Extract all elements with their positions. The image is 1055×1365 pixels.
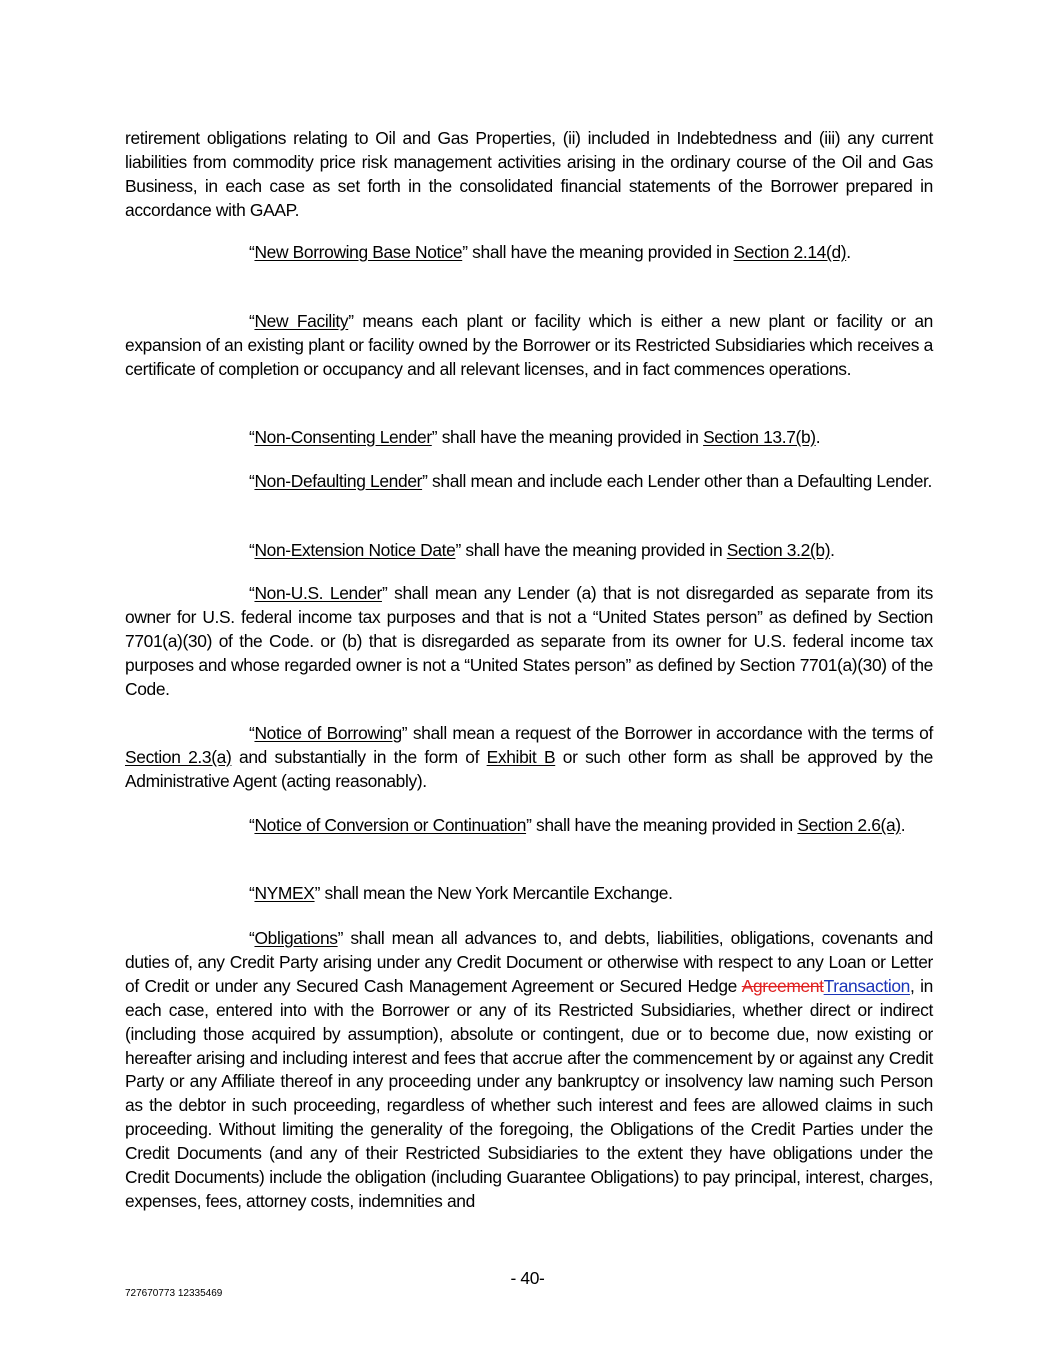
definition-notice-of-conversion <box>125 814 933 838</box>
definition-text: means each plant or facility which is either a new plant or facility or an expansion of an existing plant or facility owned by the Borrower or its Restricted Subsidiaries which receives a certificate of completion or occupancy and all relevant licenses, and in fact commences operations. <box>125 311 934 379</box>
open-quote: “ <box>249 723 255 743</box>
defined-term: Notice of Conversion or Continuation <box>254 815 527 835</box>
paragraph-retirement-obligations <box>125 127 933 223</box>
definition-text: shall mean any Lender (a) that is not disregarded as separate from its owner for U.S. federal income tax purposes and that is not a “United States person” as defined by Section 7701(a)(30) of the Code. or (b) that is disregarded as separate from its owner for U.S. federal income tax purposes and whose regarded owner is not a “United States person” as defined by Section 7701(a)(30) of the Code. <box>125 583 934 699</box>
definition-non-consenting-lender <box>125 426 933 450</box>
open-quote: “ <box>249 883 255 903</box>
section-reference: Section 2.14(d) <box>733 242 847 262</box>
exhibit-reference: Exhibit B <box>486 746 556 767</box>
section-reference: Section 2.6(a) <box>797 815 901 835</box>
defined-term: Non-Consenting Lender <box>254 427 432 447</box>
page-number: - 40- <box>510 1268 545 1288</box>
close-quote: ” <box>422 471 428 491</box>
defined-term: Notice of Borrowing <box>254 723 402 743</box>
section-reference: Section 3.2(b) <box>726 540 831 560</box>
defined-term: Obligations <box>254 928 338 948</box>
close-quote: ” <box>348 311 354 331</box>
open-quote: “ <box>249 583 255 603</box>
open-quote: “ <box>249 815 255 835</box>
definition-text: . <box>900 815 906 835</box>
definition-text: or such other form as shall be approved by the Administrative Agent (acting reasonably). <box>125 746 933 791</box>
defined-term: Non-Defaulting Lender <box>254 471 423 491</box>
definition-new-facility <box>125 310 933 382</box>
close-quote: ” <box>431 427 438 447</box>
definition-text: shall have the meaning provided in <box>437 427 704 447</box>
definition-text: shall mean a request of the Borrower in accordance with the terms of <box>407 723 933 743</box>
definition-text: shall mean and include each Lender other than a Defaulting Lender. <box>427 471 932 491</box>
definition-text: shall mean all advances to, and debts, liabilities, obligations, covenants and duties of, any Credit Party arising under any Credit Document or otherwise with respect to any Loan or Letter of Credit or under any Secured Cash Management Agreement or Secured Hedge <box>125 928 933 996</box>
document-id: 727670773 12335469 <box>125 1288 223 1299</box>
close-quote: ” <box>337 928 344 948</box>
definition-text: shall mean the New York Mercantile Exchange. <box>320 883 673 903</box>
defined-term: Non-U.S. Lender <box>254 583 382 603</box>
close-quote: ” <box>401 723 408 743</box>
section-reference: Section 2.3(a) <box>125 746 232 767</box>
section-reference: Section 13.7(b) <box>703 427 816 447</box>
open-quote: “ <box>249 427 255 447</box>
definition-non-extension-notice-date <box>125 539 933 563</box>
open-quote: “ <box>249 928 255 948</box>
definition-nymex <box>125 882 933 906</box>
definition-text: . <box>815 427 821 447</box>
definition-notice-of-borrowing <box>125 722 933 794</box>
inserted-text: Transaction <box>823 975 910 996</box>
deleted-text: Agreement <box>741 975 824 996</box>
definition-obligations <box>125 927 933 1214</box>
close-quote: ” <box>381 583 388 603</box>
paragraph-text: retirement obligations relating to Oil and Gas Properties, (ii) included in Indebtedness and (iii) any current liabilities from commodity price risk management activities arising in the ordinary course of the Oil and Gas Business, in each case as set forth in the consolidated financial statements of the Borrower prepared in accordance with GAAP. <box>125 128 933 220</box>
definition-new-borrowing-base-notice <box>125 241 933 265</box>
definition-text: and substantially in the form of <box>231 746 487 767</box>
close-quote: ” <box>455 540 461 560</box>
definition-non-us-lender <box>125 582 933 702</box>
close-quote: ” <box>314 883 321 903</box>
close-quote: ” <box>526 815 532 835</box>
close-quote: ” <box>462 242 468 262</box>
defined-term: New Borrowing Base Notice <box>254 242 463 262</box>
open-quote: “ <box>249 540 255 560</box>
definition-text: shall have the meaning provided in <box>467 242 734 262</box>
definition-text: shall have the meaning provided in <box>460 540 727 560</box>
open-quote: “ <box>249 242 255 262</box>
definition-text: , in each case, entered into with the Borrower or any of its Restricted Subsidiaries, whether direct or indirect (including those acquired by assumption), absolute or contingent, due or to become due, now existing or hereafter arising and including interest and fees that accrue after the commencement by or against any Credit Party or any Affiliate thereof in any proceeding under any bankruptcy or insolvency law naming such Person as the debtor in such proceeding, regardless of whether such interest and fees are allowed claims in such proceeding. Without limiting the generality of the foregoing, the Obligations of the Credit Parties under the Credit Documents (and any of their Restricted Subsidiaries to the extent they have obligations under the Credit Documents) include the obligation (including Guarantee Obligations) to pay principal, interest, charges, expenses, fees, attorney costs, indemnities and <box>125 975 933 1211</box>
defined-term: New Facility <box>254 311 349 331</box>
definition-text: . <box>830 540 835 560</box>
definition-non-defaulting-lender <box>125 470 933 494</box>
open-quote: “ <box>249 471 255 491</box>
defined-term: Non-Extension Notice Date <box>254 540 456 560</box>
open-quote: “ <box>249 311 255 331</box>
definition-text: . <box>846 242 851 262</box>
defined-term: NYMEX <box>254 883 315 903</box>
definition-text: shall have the meaning provided in <box>531 815 798 835</box>
